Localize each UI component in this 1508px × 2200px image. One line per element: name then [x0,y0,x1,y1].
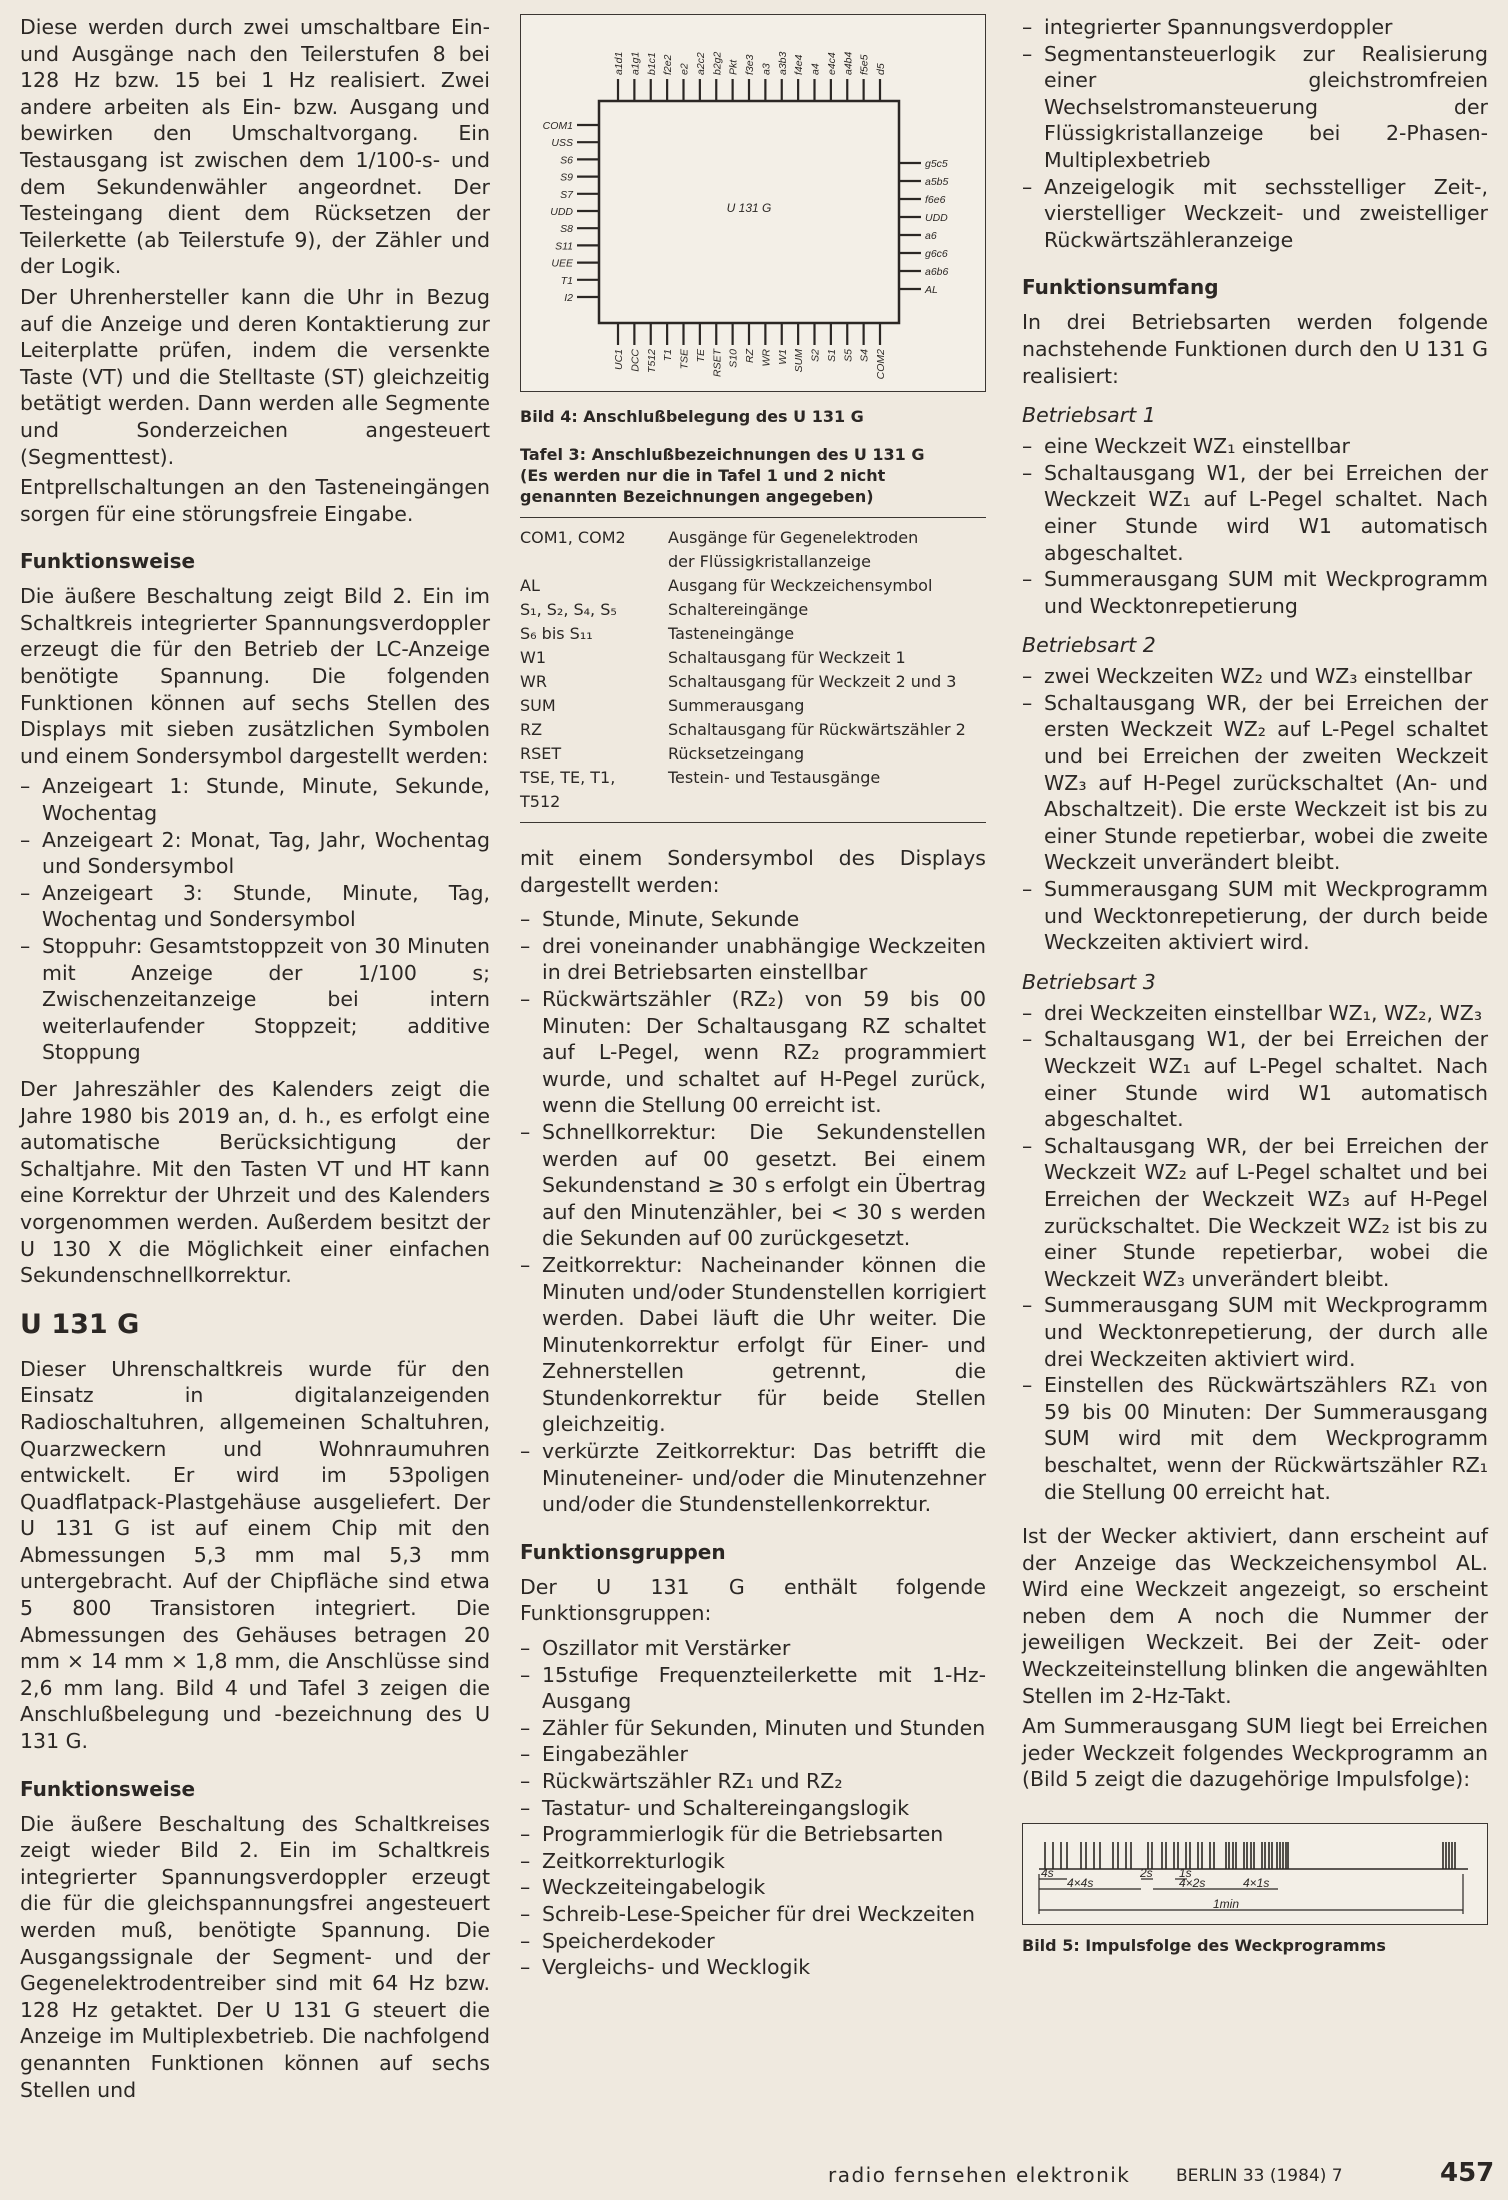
table-row [520,550,986,574]
table-cell-pin: S₆ bis S₁₁ [520,624,593,643]
list-item: – Schaltausgang W1, der bei Erreichen der Weckzeit WZ₁ auf L-Pegel schaltet. Nach einer Stunde wird W1 automatisch abgeschaltet. [1022,1026,1488,1132]
pin-label-left: T1 [560,274,573,287]
list-item: – Stunde, Minute, Sekunde [520,906,986,933]
heading-betriebsart-1: Betriebsart 1 [1022,403,1156,428]
chip-label: U 131 G [726,201,772,215]
table-cell-pin: S₁, S₂, S₄, S₅ [520,600,617,619]
pin-label-bottom: S1 [825,349,838,362]
pin-label-bottom: DCC [629,349,642,372]
table-cell-desc: Summerausgang [668,696,805,715]
pulse-label-1s: 1s [1179,1866,1192,1881]
pin-label-top: a4b4 [842,51,855,75]
paragraph-intro-3: Entprellschaltungen an den Tasteneingängen sorgen für eine störungsfreie Eingabe. [20,475,490,526]
pin-label-right: a5b5 [925,176,949,188]
table-cell-pin: AL [520,576,540,595]
pin-label-bottom: UC1 [613,349,625,371]
table-3-title-text: Tafel 3: Anschlußbezeichnungen des U 131 G [520,445,925,464]
pin-label-top: d5 [875,63,887,75]
paragraph-beschaltung-2: Die äußere Beschaltung des Schaltkreises zeigt wieder Bild 2. Ein im Schaltkreis integrierter Spannungsverdoppler erzeugt die für die gleichspannungsfrei angesteuert werden muß, benötigte Spannung. Die Ausgangssignale der Segment- und der Gegenelektrodentreiber sind mit 64 Hz bzw. 128 Hz getaktet. Der U 131 G steuert die Anzeige im Multiplexbetrieb. Die nachfolgend genannten Funktionen können auf sechs Stellen und [20,1811,490,2102]
heading-betriebsart-2: Betriebsart 2 [1022,633,1156,658]
pin-label-bottom: T1 [662,349,675,362]
heading-funktionsweise: Funktionsweise [20,549,196,574]
list-item: – Schreib-Lese-Speicher für drei Weckzeiten [520,1901,986,1928]
paragraph-jahreszaehler: Der Jahreszähler des Kalenders zeigt die Jahre 1980 bis 2019 an, d. h., es erfolgt eine automatische Berücksichtigung der Schaltjahre. Mit den Tasten VT und HT kann eine Korrektur der Uhrzeit und des Kalenders vorgenommen werden. Außerdem besitzt der U 130 X die Möglichkeit einer einfachen Sekundenschnellkorrektur. [20,1076,490,1288]
table-cell-desc: Testein- und Testausgänge [668,768,881,787]
table-cell-pin: TSE, TE, T1, [520,768,616,787]
footer-page-number: 457 [1440,2158,1495,2188]
list-item: – Anzeigeart 1: Stunde, Minute, Sekunde, Wochentag [20,773,490,826]
table-cell-desc [668,790,986,823]
table-row [520,646,986,670]
column-3 [1022,14,1488,1957]
pin-label-top: f5e5 [858,54,871,75]
pin-label-left: S9 [560,171,573,184]
list-item: – drei Weckzeiten einstellbar WZ₁, WZ₂, WZ₃ [1022,1000,1488,1027]
pin-label-top: f4e4 [793,54,806,75]
pin-label-top: a1g1 [629,51,642,75]
heading-funktionsgruppen: Funktionsgruppen [520,1539,726,1564]
table-row [520,670,986,694]
list-funktionsgruppen [520,1635,986,1981]
pin-label-bottom: WR [760,349,773,367]
table-cell-desc: Schaltausgang für Weckzeit 2 und 3 [668,672,957,691]
list-item: – Rückwärtszähler RZ₁ und RZ₂ [520,1768,986,1795]
pin-label-bottom: S4 [858,349,871,362]
table-row [520,718,986,742]
pin-label-top: f2e2 [662,54,675,75]
figure-4-pinout [520,14,986,392]
list-item: – Summerausgang SUM mit Weckprogramm und Wecktonrepetierung, der durch alle drei Weckzeiten aktiviert wird. [1022,1292,1488,1372]
list-item: – Speicherdekoder [520,1928,986,1955]
pin-label-top: a3 [760,63,773,75]
footer-issue: BERLIN 33 (1984) 7 [1176,2166,1343,2186]
table-row [520,518,986,551]
list-betriebsart-3 [1022,1000,1488,1505]
table-cell-pin: T512 [520,792,561,811]
pin-label-bottom: TSE [678,349,691,370]
pin-label-bottom: W1 [776,349,789,365]
list-item: – Schaltausgang W1, der bei Erreichen der Weckzeit WZ₁ auf L-Pegel schaltet. Nach einer Stunde wird W1 automatisch abgeschaltet. [1022,460,1488,566]
table-row [520,622,986,646]
list-item: – Schaltausgang WR, der bei Erreichen der ersten Weckzeit WZ₂ auf L-Pegel schaltet und bei Erreichen der zweiten Weckzeit WZ₃ auf H-Pegel zurückschaltet (An- und Abschaltzeit). Die erste Weckzeit ist bis zu einer Stunde repetierbar, wobei die zweite Weckzeit unverändert bleibt. [1022,690,1488,876]
pulse-label-4s: 4s [1041,1866,1054,1881]
list-item: – drei voneinander unabhängige Weckzeiten in drei Betriebsarten einstellbar [520,933,986,986]
table-row [520,742,986,766]
heading-funktionsumfang: Funktionsumfang [1022,275,1219,300]
list-item: – Stoppuhr: Gesamtstoppzeit von 30 Minuten mit Anzeige der 1/100 s; Zwischenzeitanzeige bei intern weiterlaufender Stoppzeit; additive Stoppung [20,933,490,1066]
pin-label-left: UEE [551,257,573,270]
pin-label-bottom: TE [694,349,707,363]
pin-label-left: S7 [560,188,573,201]
pin-label-bottom: COM2 [875,349,887,380]
heading-funktionsweise-2: Funktionsweise [20,1776,196,1801]
pin-label-right: UDD [925,212,948,224]
list-item: – eine Weckzeit WZ₁ einstellbar [1022,433,1488,460]
pin-label-right: a6 [925,230,937,242]
list-item: – Programmierlogik für die Betriebsarten [520,1821,986,1848]
paragraph-intro-1: Diese werden durch zwei umschaltbare Ein- und Ausgänge nach den Teilerstufen 8 bei 128 Hz bzw. 15 bei 1 Hz realisiert. Zwei andere arbeiten als Ein- bzw. Ausgang und bewirken den Umschaltvorgang. Ein Testausgang ist zwischen dem 1/100-s- und dem Sekundenwähler angeordnet. Der Testeingang dient dem Rücksetzen der Teilerkette (ab Teilerstufe 9), der Zähler und der Logik. [20,15,490,279]
pin-label-right: AL [925,284,938,296]
table-cell-pin: W1 [520,648,546,667]
pin-label-top: b1c1 [645,52,658,75]
column-1 [20,14,490,2107]
pin-label-top: e4c4 [825,52,838,75]
paragraph-wecker: Ist der Wecker aktiviert, dann erscheint auf der Anzeige das Weckzeichensymbol AL. Wird eine Weckzeit angezeigt, so erscheint neben dem A noch die Nummer der jeweiligen Weckzeit. Bei der Zeit- oder Weckzeiteinstellung blinken die angewählten Stellen im 2-Hz-Takt. [1022,1524,1488,1708]
paragraph-u131g: Dieser Uhrenschaltkreis wurde für den Einsatz in digitalanzeigenden Radioschaltuhren, allgemeinen Schaltuhren, Quarzweckern und Wohnraumuhren entwickelt. Er wird im 53poligen Quadflatpack-Plastgehäuse ausgeliefert. Der U 131 G ist auf einem Chip mit den Abmessungen 5,3 mm mal 5,3 mm untergebracht. Auf der Chipfläche sind etwa 5 800 Transistoren integriert. Die Abmessungen des Gehäuses betragen 20 mm × 14 mm × 1,8 mm, die Anschlüsse sind 2,6 mm lang. Bild 4 und Tafel 3 zeigen die Anschlußbelegung und -bezeichnung des U 131 G. [20,1356,490,1754]
column-2 [520,14,986,1987]
list-betriebsart-2 [1022,663,1488,956]
list-anzeigearten [20,773,490,1066]
pulse-label-4x2s: 4×2s [1179,1876,1206,1891]
pin-label-left: USS [551,137,573,150]
table-3 [520,517,986,823]
list-item: – Schnellkorrektur: Die Sekundenstellen werden auf 00 gesetzt. Bei einem Sekundenstand ≥ 30 s erfolgt ein Übertrag auf den Minutenzähler, bei < 30 s werden die Sekunden auf 00 zurückgesetzt. [520,1119,986,1252]
paragraph-funktionsgruppen: Der U 131 G enthält folgende Funktionsgruppen: [520,1574,986,1626]
table-cell-desc: Schaltausgang für Weckzeit 1 [668,648,906,667]
list-item: – Vergleichs- und Wecklogik [520,1954,986,1981]
list-item: – Segmentansteuerlogik zur Realisierung einer gleichstromfreien Wechselstromansteuerung der Flüssigkristallanzeige bei 2-Phasen-Multiplexbetrieb [1022,41,1488,174]
pin-label-right: a6b6 [925,266,949,278]
list-item: – Schaltausgang WR, der bei Erreichen der Weckzeit WZ₂ auf L-Pegel schaltet und bei Erreichen der Weckzeit WZ₃ auf H-Pegel zurückschaltet. Die Weckzeit WZ₂ ist bis zu einer Stunde repetierbar, wobei die Weckzeit WZ₃ unverändert bleibt. [1022,1133,1488,1293]
pin-label-bottom: RZ [744,349,756,363]
paragraph-summer: Am Summerausgang SUM liegt bei Erreichen jeder Weckzeit folgendes Weckprogramm an (Bild 5 zeigt die dazugehörige Impulsfolge): [1022,1714,1488,1792]
list-item: – Oszillator mit Verstärker [520,1635,986,1662]
pin-label-top: a4 [809,63,822,75]
pin-label-right: g6c6 [925,248,948,260]
table-cell-desc: Ausgang für Weckzeichensymbol [668,576,933,595]
figure-5-pulse-diagram [1022,1823,1488,1925]
list-item: – Anzeigeart 3: Stunde, Minute, Tag, Wochentag und Sondersymbol [20,880,490,933]
list-item: – verkürzte Zeitkorrektur: Das betrifft die Minuteneiner- und/oder die Minutenzehner und/oder die Stundenstellenkorrektur. [520,1438,986,1518]
pin-label-left: COM1 [542,120,573,132]
list-item: – Summerausgang SUM mit Weckprogramm und Wecktonrepetierung, der durch beide Weckzeiten aktiviert wird. [1022,876,1488,956]
pin-label-top: e2 [678,63,691,75]
list-item: – zwei Weckzeiten WZ₂ und WZ₃ einstellbar [1022,663,1488,690]
list-funktionen [520,906,986,1518]
pin-label-bottom: RSET [711,349,724,378]
table-row [520,790,986,823]
pin-label-bottom: S5 [842,349,855,362]
list-item: – Summerausgang SUM mit Weckprogramm und Wecktonrepetierung [1022,566,1488,619]
footer-journal: radio fernsehen elektronik [828,2163,1131,2187]
figure-4-caption: Bild 4: Anschlußbelegung des U 131 G [520,407,864,426]
pin-label-left: UDD [550,206,573,218]
pulse-label-2s: 2s [1140,1866,1153,1881]
table-cell-pin [520,550,668,574]
table-cell-desc: Ausgänge für Gegenelektroden [668,528,919,547]
table-cell-desc: Schaltereingänge [668,600,809,619]
table-3-subtitle: (Es werden nur die in Tafel 1 und 2 nicht genannten Bezeichnungen angegeben) [520,466,886,506]
list-item: – Weckzeiteingabelogik [520,1874,986,1901]
pin-label-bottom: SUM [793,349,806,373]
pin-label-right: f6e6 [925,194,946,206]
pin-label-top: f3e3 [744,54,756,75]
pin-label-top: Pkt [727,59,740,75]
pin-label-right: g5c5 [925,158,948,170]
table-cell-pin: SUM [520,696,556,715]
table-3-title [520,444,986,507]
table-cell-pin: RZ [520,720,543,739]
table-row [520,694,986,718]
list-item: – integrierter Spannungsverdoppler [1022,14,1488,41]
figure-5-caption: Bild 5: Impulsfolge des Weckprogramms [1022,1936,1386,1956]
list-item: – Zähler für Sekunden, Minuten und Stunden [520,1715,986,1742]
list-item: – Anzeigelogik mit sechsstelliger Zeit-, vierstelliger Weckzeit- und zweistelliger Rückwärtszähleranzeige [1022,174,1488,254]
pulse-label-4x1s: 4×1s [1243,1876,1270,1891]
pin-label-top: a2c2 [694,52,707,75]
pin-label-left: S11 [555,240,573,253]
pin-label-left: S8 [560,223,573,236]
pin-label-top: b2g2 [711,51,724,75]
pulse-svg [1023,1824,1483,1921]
pin-label-left: S6 [560,154,573,167]
paragraph-intro-2: Der Uhrenhersteller kann die Uhr in Bezug auf die Anzeige und deren Kontaktierung zur Leiterplatte prüfen, indem die versenkte Taste (VT) und die Stelltaste (ST) gleichzeitig betätigt werden. Dann werden alle Segmente und Sonderzeichen angesteuert (Segmenttest). [20,284,490,469]
table-row [520,766,986,790]
pin-label-bottom: S2 [809,349,822,362]
list-betriebsart-1 [1022,433,1488,619]
list-item: – Rückwärtszähler (RZ₂) von 59 bis 00 Minuten: Der Schaltausgang RZ schaltet auf L-Pegel, wenn RZ₂ programmiert wurde, und schaltet auf H-Pegel zurück, wenn die Stellung 00 erreicht ist. [520,986,986,1119]
table-row [520,598,986,622]
table-cell-desc: Tasteneingänge [668,624,795,643]
list-item: – Zeitkorrektur: Nacheinander können die Minuten und/oder Stundenstellen korrigiert werden. Dabei läuft die Uhr weiter. Die Minutenkorrektur erfolgt für Einer- und Zehnerstellen getrennt, die Stundenkorrektur für beide Stellen gleichzeitig. [520,1252,986,1438]
list-funktionsgruppen-cont [1022,14,1488,253]
heading-betriebsart-3: Betriebsart 3 [1022,969,1156,994]
paragraph-funktionsumfang: In drei Betriebsarten werden folgende nachstehende Funktionen durch den U 131 G realisiert: [1022,310,1488,388]
table-cell-desc: Rücksetzeingang [668,744,805,763]
table-row [520,574,986,598]
heading-u131g: U 131 G [20,1308,140,1340]
paragraph-sondersymbol: mit einem Sondersymbol des Displays dargestellt werden: [520,846,986,897]
pin-label-top: a3b3 [776,51,789,75]
pin-label-left: I2 [564,292,573,304]
pulse-label-4x4s: 4×4s [1067,1876,1094,1891]
pin-label-top: a1d1 [613,51,625,75]
list-item: – Eingabezähler [520,1741,986,1768]
table-cell-pin: COM1, COM2 [520,528,626,547]
list-item: – Tastatur- und Schaltereingangslogik [520,1795,986,1822]
list-item: – Anzeigeart 2: Monat, Tag, Jahr, Wochentag und Sondersymbol [20,827,490,880]
pulse-label-1min: 1min [1213,1897,1240,1912]
pin-label-bottom: T512 [645,349,658,373]
list-item: – Zeitkorrekturlogik [520,1848,986,1875]
table-cell-pin: RSET [520,744,562,763]
table-cell-pin: WR [520,672,547,691]
list-item: – Einstellen des Rückwärtszählers RZ₁ von 59 bis 00 Minuten: Der Summerausgang SUM wird mit dem Weckprogramm beschaltet, wenn der Rückwärtszähler RZ₁ die Stellung 00 erreicht hat. [1022,1372,1488,1505]
paragraph-beschaltung: Die äußere Beschaltung zeigt Bild 2. Ein im Schaltkreis integrierter Spannungsverdoppler erzeugt die für den Betrieb der LC-Anzeige benötigte Spannung. Die folgenden Funktionen können auf sechs Stellen des Displays mit sieben zusätzlichen Symbolen und einem Sondersymbol dargestellt werden: [20,584,490,768]
table-cell-desc: der Flüssigkristallanzeige [668,552,871,571]
pin-label-bottom: S10 [727,349,740,368]
table-cell-desc: Schaltausgang für Rückwärtszähler 2 [668,720,966,739]
pinout-diagram [521,15,984,388]
list-item: – 15stufige Frequenzteilerkette mit 1-Hz-Ausgang [520,1662,986,1715]
